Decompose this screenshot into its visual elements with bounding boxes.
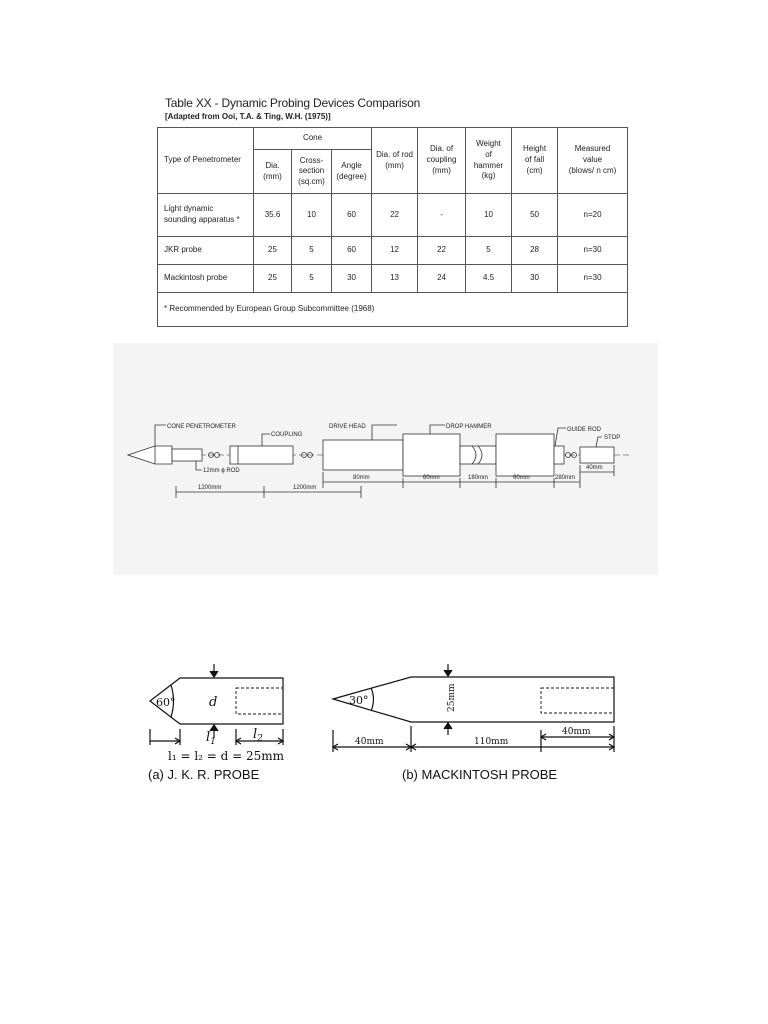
label-stop: STOP xyxy=(604,435,621,441)
table-source: [Adapted from Ooi, T.A. & Ting, W.H. (1975)] xyxy=(165,112,331,121)
mackintosh-dim-40b: 40mm xyxy=(562,727,591,737)
jkr-caption: (a) J. K. R. PROBE xyxy=(148,767,260,782)
jkr-l1: $l_1$ xyxy=(206,730,216,747)
dim-1200a: 1200mm xyxy=(198,485,222,491)
label-drop-hammer: DROP HAMMER xyxy=(446,424,492,430)
header-angle: Angle (degree) xyxy=(332,150,372,194)
jkr-angle: 60° xyxy=(156,696,176,709)
dim-40: 40mm xyxy=(586,465,603,471)
header-height: Height of fall (cm) xyxy=(512,128,558,194)
jkr-d: d xyxy=(209,695,218,710)
mackintosh-angle: 30° xyxy=(349,694,369,707)
table-row: Mackintosh probe 25 5 30 13 24 4.5 30 n=30 xyxy=(158,264,628,292)
mackintosh-dia: 25mm xyxy=(447,683,457,712)
table-row: JKR probe 25 5 60 12 22 5 28 n=30 xyxy=(158,236,628,264)
mackintosh-dim-110: 110mm xyxy=(474,737,509,747)
dim-280: 280mm xyxy=(555,475,576,481)
header-cross: Cross- section (sq.cm) xyxy=(292,150,332,194)
mackintosh-dim-40a: 40mm xyxy=(355,737,384,747)
dim-60a: 60mm xyxy=(423,475,440,481)
label-drive-head: DRIVE HEAD xyxy=(329,424,366,430)
header-cone: Cone xyxy=(254,128,372,150)
mackintosh-caption: (b) MACKINTOSH PROBE xyxy=(402,767,558,782)
table-footnote: * Recommended by European Group Subcommittee (1968) xyxy=(158,292,628,326)
dim-80: 80mm xyxy=(353,475,370,481)
dim-1200b: 1200mm xyxy=(293,485,317,491)
jkr-l2: $l_2$ xyxy=(253,727,263,744)
header-measured: Measured value (blows/ n cm) xyxy=(558,128,628,194)
header-coupling: Dia. of coupling (mm) xyxy=(418,128,466,194)
dim-60b: 60mm xyxy=(513,475,530,481)
table-title: Table XX - Dynamic Probing Devices Comparison xyxy=(165,96,421,110)
jkr-equation: l₁ = l₂ = d = 25mm xyxy=(168,749,285,763)
header-type: Type of Penetrometer xyxy=(158,128,254,194)
dim-180: 180mm xyxy=(468,475,489,481)
label-guide-rod: GUIDE ROD xyxy=(567,427,602,433)
table-row: Light dynamic sounding apparatus * 35.6 10 60 22 - 10 50 n=20 xyxy=(158,194,628,236)
header-weight: Weight of hammer (kg) xyxy=(466,128,512,194)
label-coupling: COUPLING xyxy=(271,432,303,438)
label-rod: 12mm ϕ ROD xyxy=(203,468,240,474)
header-dia: Dia. (mm) xyxy=(254,150,292,194)
label-cone-penetrometer: CONE PENETROMETER xyxy=(167,424,237,430)
header-rod: Dia. of rod (mm) xyxy=(372,128,418,194)
